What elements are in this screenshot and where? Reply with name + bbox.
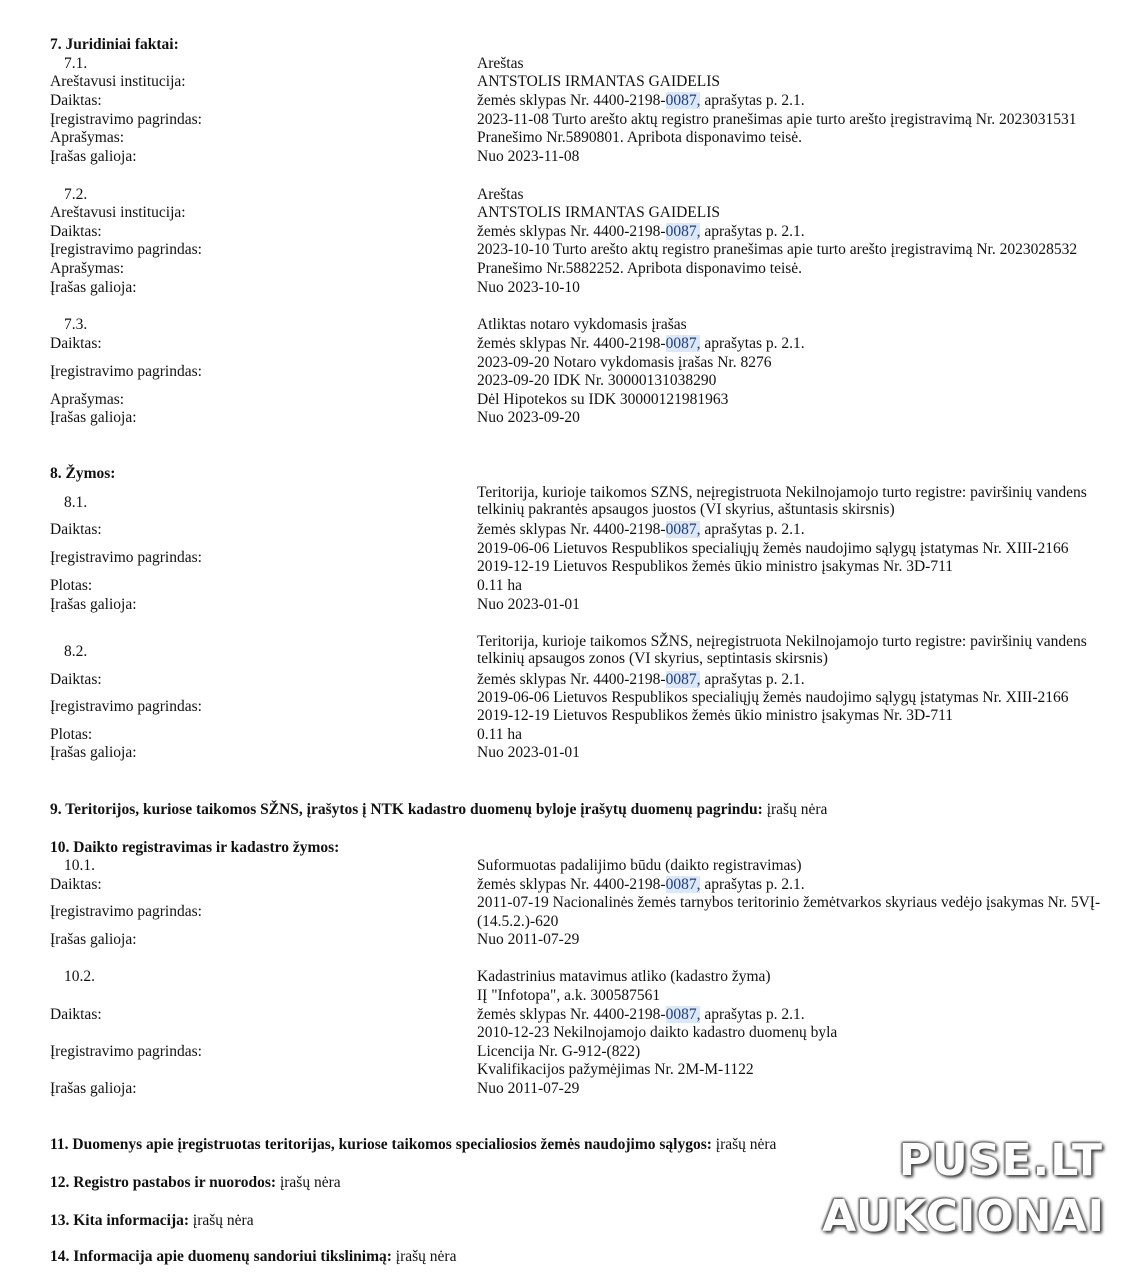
section-13-title: 13. Kita informacija: įrašų nėra [50,1212,254,1229]
entry-7-3-valid: Nuo 2023-09-20 [477,409,580,426]
section-11-title: 11. Duomenys apie įregistruotas teritorijas, kuriose taikomos specialiosios žemės naudojimo sąlygos: įrašų nėra [50,1136,777,1153]
entry-7-2-institution: ANTSTOLIS IRMANTAS GAIDELIS [477,204,721,221]
entry-10-2-valid-label: Įrašas galioja: [50,1080,137,1097]
entry-7-1-valid-label: Įrašas galioja: [50,148,137,165]
entry-7-2-type: Areštas [477,186,524,203]
highlight: 0087, [665,1006,701,1023]
highlight: 0087, [665,223,701,240]
entry-10-1-valid: Nuo 2011-07-29 [477,931,580,948]
entry-8-2-object: žemės sklypas Nr. 4400-2198-0087, aprašytas p. 2.1. [477,671,805,688]
entry-7-3-description: Dėl Hipotekos su IDK 30000121981963 [477,391,729,408]
entry-10-1-basis: 2011-07-19 Nacionalinės žemės tarnybos teritorinio žemėtvarkos skyriaus vedėjo įsakymas Nr. 5VĮ-(14.5.2.)-620 [477,894,1101,930]
entry-10-2-basis-1: 2010-12-23 Nekilnojamojo daikto kadastro duomenų byla [477,1024,838,1041]
section-9-title: 9. Teritorijos, kuriose taikomos SŽNS, įrašytos į NTK kadastro duomenų byloje įrašytų duomenų pagrindu: įrašų nėra [50,801,828,818]
entry-10-1-number: 10.1. [64,857,95,874]
entry-7-3-valid-label: Įrašas galioja: [50,409,137,426]
section-9-value: įrašų nėra [762,801,828,818]
entry-10-1-object: žemės sklypas Nr. 4400-2198-0087, aprašytas p. 2.1. [477,876,805,893]
entry-7-1-type: Areštas [477,55,524,72]
entry-7-1-description-label: Aprašymas: [50,129,125,146]
section-10-title: 10. Daikto registravimas ir kadastro žymos: [50,839,340,856]
entry-7-2-description-label: Aprašymas: [50,260,125,277]
watermark-line-2: AUKCIONAI [822,1191,1105,1242]
entry-8-2-basis-1: 2019-06-06 Lietuvos Respublikos specialiųjų žemės naudojimo sąlygų įstatymas Nr. XIII-2166 [477,689,1069,706]
entry-10-2-basis-3: Kvalifikacijos pažymėjimas Nr. 2M-M-1122 [477,1061,754,1078]
entry-7-3-type: Atliktas notaro vykdomasis įrašas [477,316,687,333]
entry-7-1-institution-label: Areštavusi institucija: [50,73,186,90]
section-14-value: įrašų nėra [391,1248,457,1265]
entry-8-1-number: 8.1. [64,494,88,511]
entry-8-1-object: žemės sklypas Nr. 4400-2198-0087, aprašytas p. 2.1. [477,521,805,538]
highlight: 0087, [665,92,701,109]
entry-10-2-valid: Nuo 2011-07-29 [477,1080,580,1097]
entry-7-1-description: Pranešimo Nr.5890801. Apribota disponavimo teisė. [477,129,803,146]
entry-10-2-type-2: IĮ "Infotopa", a.k. 300587561 [477,987,661,1004]
entry-10-2-basis-2: Licencija Nr. G-912-(822) [477,1043,641,1060]
entry-7-2-description: Pranešimo Nr.5882252. Apribota disponavimo teisė. [477,260,803,277]
entry-7-3-basis-1: 2023-09-20 Notaro vykdomasis įrašas Nr. 8276 [477,354,772,371]
entry-7-3-basis-label: Įregistravimo pagrindas: [50,363,202,380]
highlight: 0087, [665,671,701,688]
watermark-line-1: PUSE.LT [898,1135,1103,1186]
entry-7-1-institution: ANTSTOLIS IRMANTAS GAIDELIS [477,73,721,90]
entry-8-2-type: Teritorija, kurioje taikomos SŽNS, neįregistruota Nekilnojamojo turto registre: paviršinių vandens telkinių apsaugos zonos (VI skyrius, septintasis skirsnis) [477,633,1087,667]
entry-7-2-valid-label: Įrašas galioja: [50,279,137,296]
entry-7-1-number: 7.1. [64,55,88,72]
highlight: 0087, [665,521,701,538]
entry-8-1-valid-label: Įrašas galioja: [50,596,137,613]
entry-7-2-object-label: Daiktas: [50,223,102,240]
entry-8-1-type: Teritorija, kurioje taikomos SZNS, neįregistruota Nekilnojamojo turto registre: paviršinių vandens telkinių pakrantės apsaugos juostos (VI skyrius, aštuntasis skirsnis) [477,484,1087,518]
entry-8-1-area-label: Plotas: [50,577,93,594]
entry-8-1-area: 0.11 ha [477,577,523,594]
entry-8-1-valid: Nuo 2023-01-01 [477,596,580,613]
section-12-value: įrašų nėra [276,1174,341,1191]
entry-10-2-object: žemės sklypas Nr. 4400-2198-0087, aprašytas p. 2.1. [477,1006,805,1023]
entry-10-2-object-label: Daiktas: [50,1006,102,1023]
entry-10-1-object-label: Daiktas: [50,876,102,893]
entry-7-2-basis-label: Įregistravimo pagrindas: [50,241,202,258]
entry-10-1-basis-label: Įregistravimo pagrindas: [50,903,202,920]
entry-7-2-basis: 2023-10-10 Turto arešto aktų registro pranešimas apie turto arešto įregistravimą Nr. 2023028532 [477,241,1078,258]
entry-8-1-object-label: Daiktas: [50,521,102,538]
section-14-title: 14. Informacija apie duomenų sandoriui tikslinimą: įrašų nėra [50,1248,457,1265]
entry-8-2-object-label: Daiktas: [50,671,102,688]
entry-10-1-valid-label: Įrašas galioja: [50,931,137,948]
entry-7-2-institution-label: Areštavusi institucija: [50,204,186,221]
section-7-title: 7. Juridiniai faktai: [50,36,179,53]
entry-8-2-valid-label: Įrašas galioja: [50,744,137,761]
entry-7-1-valid: Nuo 2023-11-08 [477,148,580,165]
entry-7-3-description-label: Aprašymas: [50,391,125,408]
entry-10-2-number: 10.2. [64,968,95,985]
entry-10-1-type: Suformuotas padalijimo būdu (daikto registravimas) [477,857,802,874]
section-12-title: 12. Registro pastabos ir nuorodos: įrašų nėra [50,1174,341,1191]
highlight: 0087, [665,335,701,352]
entry-7-2-object: žemės sklypas Nr. 4400-2198-0087, aprašytas p. 2.1. [477,223,805,240]
section-11-value: įrašų nėra [711,1136,777,1153]
entry-7-2-number: 7.2. [64,186,88,203]
entry-8-1-basis-1: 2019-06-06 Lietuvos Respublikos specialiųjų žemės naudojimo sąlygų įstatymas Nr. XIII-2166 [477,540,1069,557]
entry-8-2-area: 0.11 ha [477,726,523,743]
entry-7-1-basis-label: Įregistravimo pagrindas: [50,111,202,128]
entry-8-2-basis-2: 2019-12-19 Lietuvos Respublikos žemės ūkio ministro įsakymas Nr. 3D-711 [477,707,954,724]
entry-8-1-basis-2: 2019-12-19 Lietuvos Respublikos žemės ūkio ministro įsakymas Nr. 3D-711 [477,558,954,575]
entry-8-2-basis-label: Įregistravimo pagrindas: [50,698,202,715]
entry-7-3-number: 7.3. [64,316,88,333]
entry-7-3-object-label: Daiktas: [50,335,102,352]
entry-7-3-object: žemės sklypas Nr. 4400-2198-0087, aprašytas p. 2.1. [477,335,805,352]
entry-8-1-basis-label: Įregistravimo pagrindas: [50,549,202,566]
entry-10-2-basis-label: Įregistravimo pagrindas: [50,1043,202,1060]
entry-7-1-object-label: Daiktas: [50,92,102,109]
entry-7-3-basis-2: 2023-09-20 IDK Nr. 30000131038290 [477,372,717,389]
entry-7-2-valid: Nuo 2023-10-10 [477,279,580,296]
entry-8-2-area-label: Plotas: [50,726,93,743]
entry-7-1-object: žemės sklypas Nr. 4400-2198-0087, aprašytas p. 2.1. [477,92,805,109]
highlight: 0087, [665,876,701,893]
entry-8-2-valid: Nuo 2023-01-01 [477,744,580,761]
entry-10-2-type: Kadastrinius matavimus atliko (kadastro žyma) [477,968,771,985]
entry-8-2-number: 8.2. [64,643,88,660]
section-8-title: 8. Žymos: [50,465,116,482]
section-13-value: įrašų nėra [189,1212,254,1229]
entry-7-1-basis: 2023-11-08 Turto arešto aktų registro pranešimas apie turto arešto įregistravimą Nr. 2023031531 [477,111,1077,128]
